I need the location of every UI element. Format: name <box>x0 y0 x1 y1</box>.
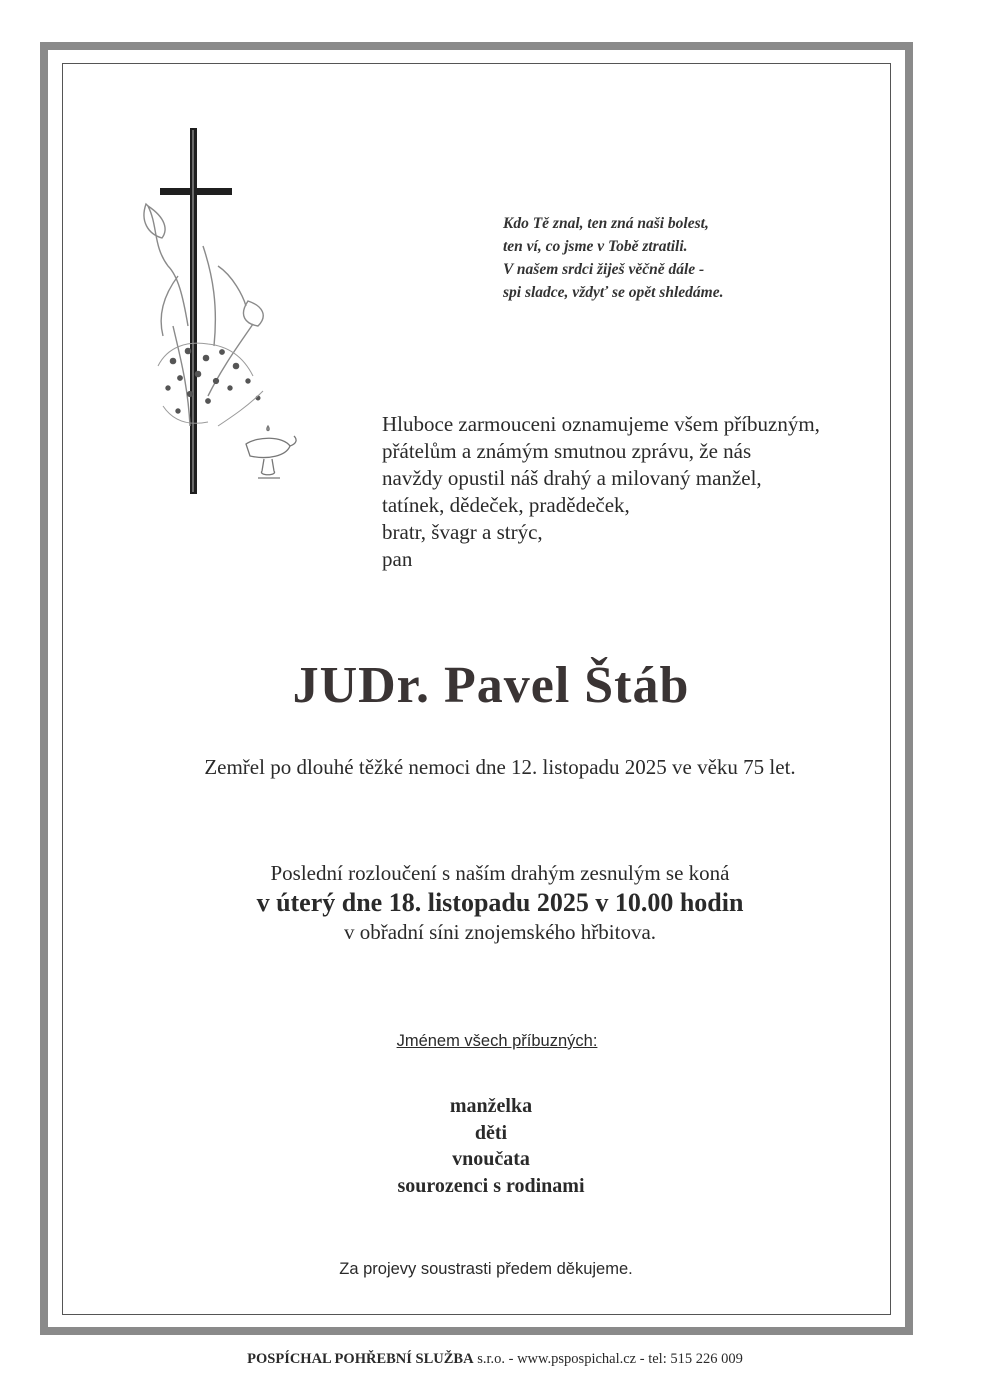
death-note: Zemřel po dlouhé těžké nemoci dne 12. listopadu 2025 ve věku 75 let. <box>204 755 796 779</box>
announcement-line: bratr, švagr a strýc, <box>382 520 543 544</box>
family-member: vnoučata <box>452 1148 530 1170</box>
funeral-intro: Poslední rozloučení s naším drahým zesnulým se koná <box>270 861 730 885</box>
cross-horizontal-bar <box>160 188 232 195</box>
funeral-details <box>0 860 982 946</box>
funeral-datetime: v úterý dne 18. listopadu 2025 v 10.00 hodin <box>256 888 744 917</box>
deceased-name: JUDr. Pavel Štáb <box>292 657 690 714</box>
announcement-line: navždy opustil náš drahý a milovaný manžel, <box>382 466 762 490</box>
family-heading: Jménem všech příbuzných: <box>396 1032 598 1050</box>
poem-verse <box>503 212 723 304</box>
poem-line: Kdo Tě znal, ten zná naši bolest, <box>503 215 709 232</box>
family-members-list <box>0 1093 982 1199</box>
family-member: sourozenci s rodinami <box>397 1174 585 1197</box>
announcement-line: pan <box>382 547 413 571</box>
announcement-line: přátelům a známým smutnou zprávu, že nás <box>382 439 752 463</box>
poem-line: V našem srdci žiješ věčně dále - <box>503 261 705 278</box>
announcement-line: Hluboce zarmouceni oznamujeme všem příbuzným, <box>382 412 820 436</box>
footer-company: POSPÍCHAL POHŘEBNÍ SLUŽBA <box>247 1351 474 1367</box>
funeral-place: v obřadní síni znojemského hřbitova. <box>343 920 657 944</box>
footer-details: s.r.o. - www.pspospichal.cz - tel: 515 226 009 <box>473 1351 743 1367</box>
thanks-note: Za projevy soustrasti předem děkujeme. <box>339 1260 633 1278</box>
announcement-line: tatínek, dědeček, pradědeček, <box>382 493 630 517</box>
poem-line: spi sladce, vždyť se opět shledáme. <box>503 284 724 301</box>
family-member: děti <box>474 1121 508 1144</box>
footer-contact <box>0 1351 982 1368</box>
announcement-text <box>382 411 820 573</box>
poem-line: ten ví, co jsme v Tobě ztratili. <box>503 238 688 255</box>
family-member: manželka <box>449 1095 533 1117</box>
cross-with-flowers-illustration <box>118 126 298 502</box>
